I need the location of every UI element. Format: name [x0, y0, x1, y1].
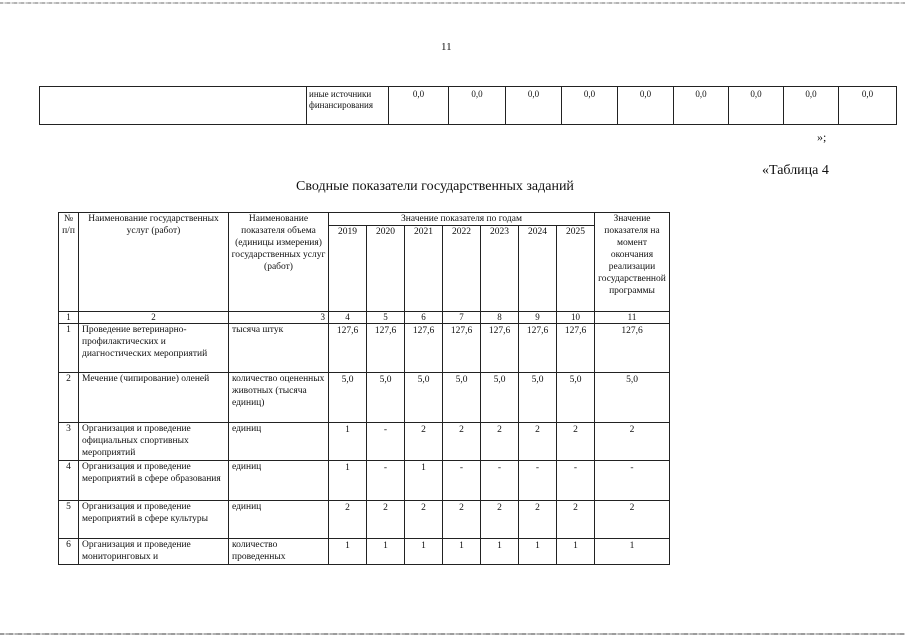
year-value: 5,0	[405, 373, 443, 423]
year-value: 2	[519, 501, 557, 539]
year-value: 2	[519, 423, 557, 461]
final-value: 5,0	[595, 373, 670, 423]
table-caption: «Таблица 4	[762, 163, 829, 178]
header-years-group: Значение показателя по годам	[329, 213, 595, 226]
column-index: 9	[519, 312, 557, 324]
page-number: 11	[441, 41, 452, 53]
financing-table-fragment	[39, 86, 897, 125]
header-year: 2021	[405, 226, 443, 312]
year-value: 5,0	[367, 373, 405, 423]
financing-value: 0,0	[506, 87, 562, 125]
year-value: -	[481, 461, 519, 501]
financing-source-label: иные источники финансирования	[307, 87, 389, 125]
header-year: 2020	[367, 226, 405, 312]
table-row	[59, 539, 670, 565]
header-year: 2023	[481, 226, 519, 312]
year-value: 1	[443, 539, 481, 565]
service-name: Организация и проведение официальных спортивных мероприятий	[79, 423, 229, 461]
scan-top-edge	[0, 2, 905, 4]
year-value: 1	[519, 539, 557, 565]
financing-value: 0,0	[674, 87, 729, 125]
year-value: 2	[557, 423, 595, 461]
year-value: 1	[367, 539, 405, 565]
year-value: 2	[481, 501, 519, 539]
indicator-unit: единиц	[229, 501, 329, 539]
header-service: Наименование государственных услуг (работ)	[79, 213, 229, 312]
year-value: 2	[557, 501, 595, 539]
table-row	[59, 423, 670, 461]
service-name: Мечение (чипирование) оленей	[79, 373, 229, 423]
financing-value: 0,0	[618, 87, 674, 125]
table-row	[59, 373, 670, 423]
column-index: 10	[557, 312, 595, 324]
financing-value: 0,0	[729, 87, 784, 125]
year-value: -	[557, 461, 595, 501]
year-value: -	[519, 461, 557, 501]
column-index: 8	[481, 312, 519, 324]
year-value: 5,0	[557, 373, 595, 423]
row-number: 1	[59, 324, 79, 373]
row-number: 3	[59, 423, 79, 461]
year-value: 127,6	[557, 324, 595, 373]
state-tasks-table	[58, 212, 670, 565]
year-value: -	[443, 461, 481, 501]
year-value: 2	[367, 501, 405, 539]
column-index: 3	[229, 312, 329, 324]
year-value: -	[367, 461, 405, 501]
year-value: 127,6	[329, 324, 367, 373]
year-value: 2	[443, 423, 481, 461]
financing-value: 0,0	[449, 87, 506, 125]
year-value: 5,0	[519, 373, 557, 423]
year-value: 1	[557, 539, 595, 565]
table-body	[59, 324, 670, 565]
year-value: 5,0	[443, 373, 481, 423]
header-indicator: Наименование показателя объема (единицы измерения) государственных услуг (работ)	[229, 213, 329, 312]
service-name: Организация и проведение мероприятий в сфере культуры	[79, 501, 229, 539]
year-value: 127,6	[443, 324, 481, 373]
empty-cell	[40, 87, 307, 125]
table-row	[59, 461, 670, 501]
year-value: 1	[329, 461, 367, 501]
year-value: 1	[329, 539, 367, 565]
year-value: 1	[481, 539, 519, 565]
row-number: 2	[59, 373, 79, 423]
year-value: 2	[329, 501, 367, 539]
column-index: 4	[329, 312, 367, 324]
financing-value: 0,0	[839, 87, 897, 125]
document-title: Сводные показатели государственных заданий	[296, 179, 574, 194]
row-number: 4	[59, 461, 79, 501]
table-row	[59, 501, 670, 539]
column-index: 11	[595, 312, 670, 324]
year-value: 127,6	[405, 324, 443, 373]
service-name: Организация и проведение мониторинговых и	[79, 539, 229, 565]
year-value: 127,6	[519, 324, 557, 373]
indicator-unit: количество проведенных	[229, 539, 329, 565]
header-final-value: Значение показателя на момент окончания реализации государственной программы	[595, 213, 670, 312]
year-value: -	[367, 423, 405, 461]
year-value: 127,6	[481, 324, 519, 373]
final-value: 127,6	[595, 324, 670, 373]
financing-value: 0,0	[389, 87, 449, 125]
indicator-unit: единиц	[229, 461, 329, 501]
year-value: 2	[405, 423, 443, 461]
column-index-row	[59, 312, 670, 324]
year-value: 127,6	[367, 324, 405, 373]
final-value: 1	[595, 539, 670, 565]
column-index: 1	[59, 312, 79, 324]
year-value: 1	[405, 539, 443, 565]
table-row	[59, 324, 670, 373]
indicator-unit: количество оцененных животных (тысяча единиц)	[229, 373, 329, 423]
year-value: 2	[481, 423, 519, 461]
final-value: 2	[595, 501, 670, 539]
year-value: 1	[405, 461, 443, 501]
financing-value: 0,0	[562, 87, 618, 125]
header-year: 2019	[329, 226, 367, 312]
indicator-unit: единиц	[229, 423, 329, 461]
row-number: 5	[59, 501, 79, 539]
financing-value: 0,0	[784, 87, 839, 125]
column-index: 2	[79, 312, 229, 324]
indicator-unit: тысяча штук	[229, 324, 329, 373]
year-value: 5,0	[481, 373, 519, 423]
header-year: 2024	[519, 226, 557, 312]
scan-bottom-edge	[0, 633, 905, 635]
header-year: 2025	[557, 226, 595, 312]
column-index: 7	[443, 312, 481, 324]
row-number: 6	[59, 539, 79, 565]
final-value: 2	[595, 423, 670, 461]
year-value: 1	[329, 423, 367, 461]
year-value: 5,0	[329, 373, 367, 423]
service-name: Проведение ветеринарно-профилактических и диагностических мероприятий	[79, 324, 229, 373]
year-value: 2	[443, 501, 481, 539]
header-year: 2022	[443, 226, 481, 312]
service-name: Организация и проведение мероприятий в сфере образования	[79, 461, 229, 501]
closing-quote: »;	[817, 130, 827, 144]
year-value: 2	[405, 501, 443, 539]
column-index: 5	[367, 312, 405, 324]
header-num: № п/п	[59, 213, 79, 312]
column-index: 6	[405, 312, 443, 324]
final-value: -	[595, 461, 670, 501]
